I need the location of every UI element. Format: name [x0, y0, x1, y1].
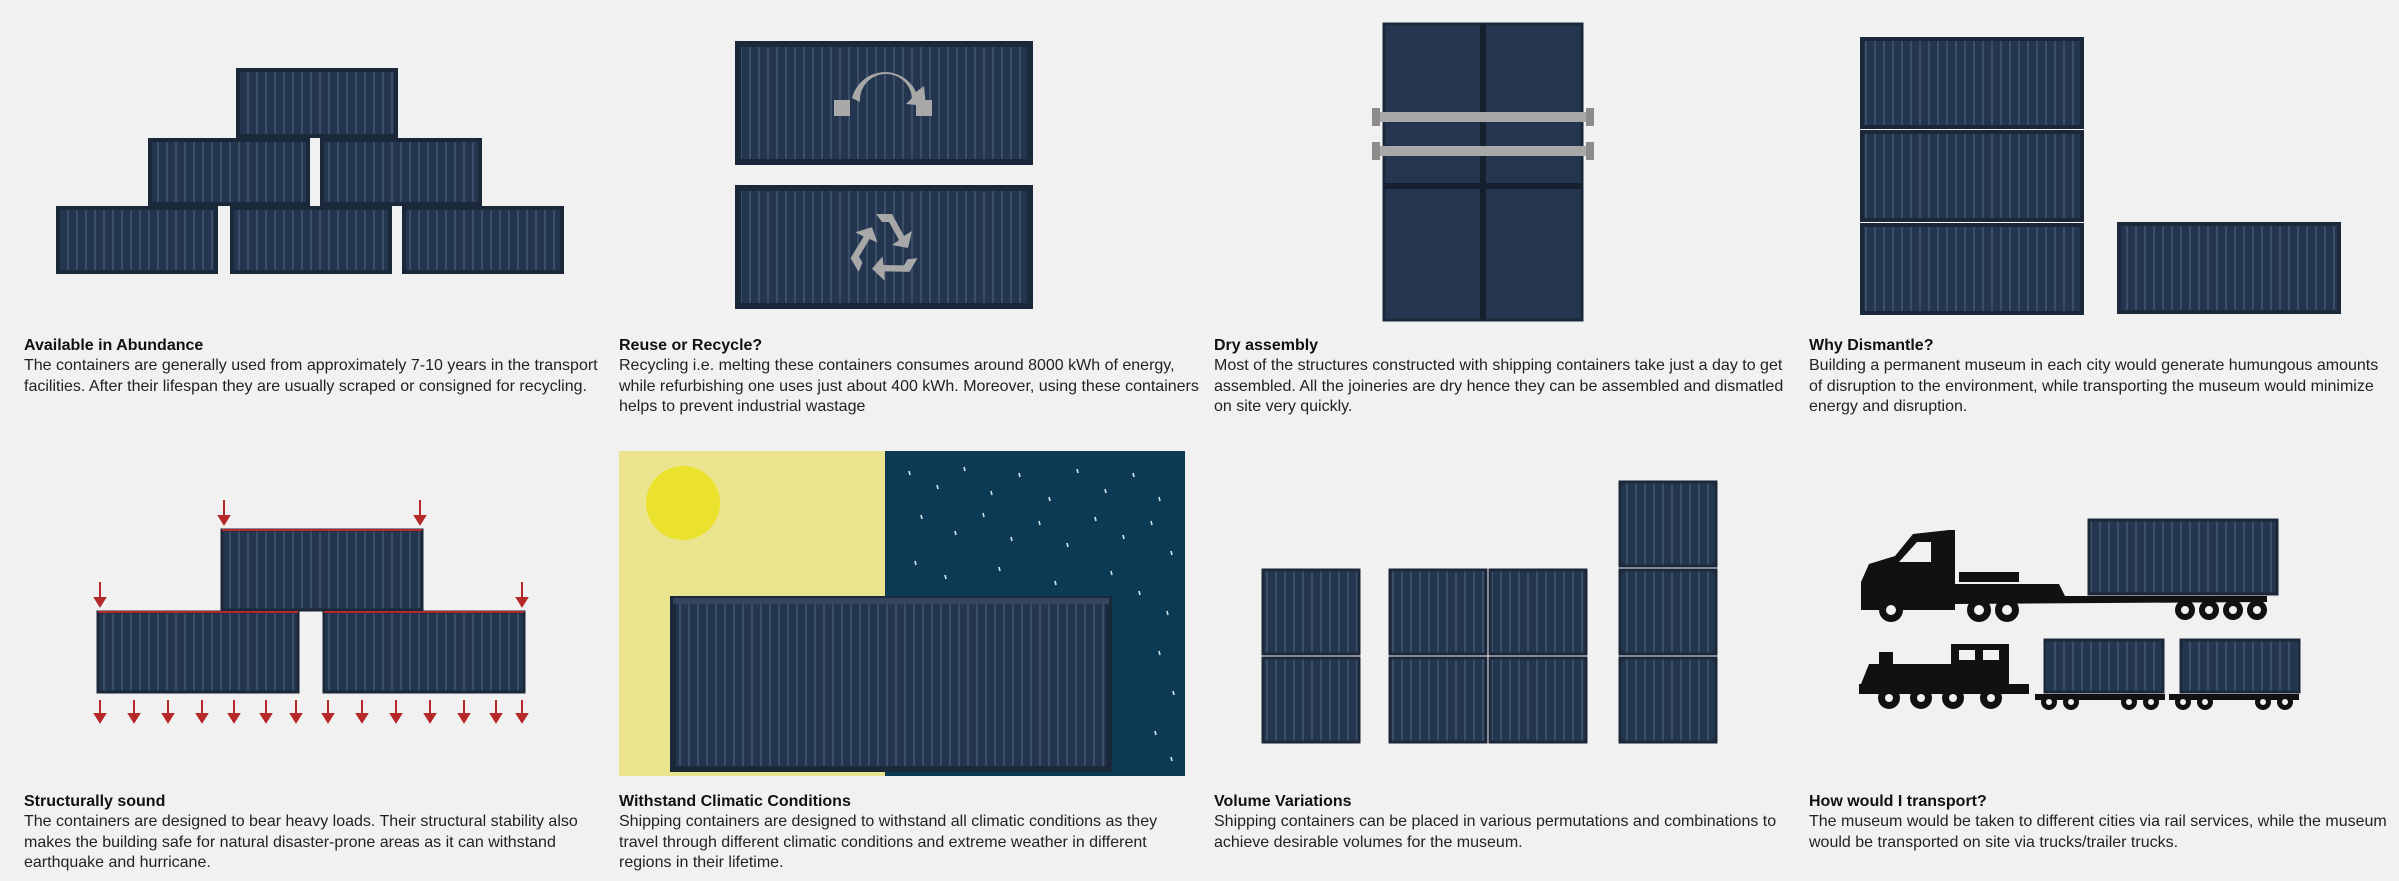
- panel-text: Shipping containers can be placed in various permutations and combinations to achieve desirable volumes for the museum.: [1214, 813, 1777, 851]
- panel-text: The museum would be taken to different cities via rail services, while the museum would be transported on site via trucks/trailer trucks.: [1809, 813, 2387, 851]
- strapped-containers-illustration: [1372, 22, 1594, 322]
- truck-and-train-illustration: [1859, 514, 2329, 714]
- panel-title: Structurally sound: [24, 793, 166, 810]
- panel-title: Reuse or Recycle?: [619, 337, 763, 354]
- load-arrows-illustration: [88, 500, 568, 732]
- reuse-containers-illustration: [734, 40, 1034, 312]
- panel-text: Recycling i.e. melting these containers consumes around 8000 kWh of energy, while refurbishing one uses just about 400 kWh. Moreover, using these containers helps to prevent industrial wastage: [619, 357, 1199, 415]
- panel-title: Volume Variations: [1214, 793, 1352, 810]
- climate-illustration: [619, 451, 1185, 776]
- panel-title: Dry assembly: [1214, 337, 1319, 354]
- panel-title: Withstand Climatic Conditions: [619, 793, 851, 810]
- container-permutations-illustration: [1260, 478, 1750, 746]
- panel-text: Building a permanent museum in each city would generate humungous amounts of disruption to the environment, while transporting the museum would minimize energy and disruption.: [1809, 357, 2379, 415]
- panel-title: Available in Abundance: [24, 337, 204, 354]
- panel-text: Most of the structures constructed with shipping containers take just a day to get assembled. All the joineries are dry hence they can be assembled and dismatled on site very quickly.: [1214, 357, 1784, 415]
- stacked-tower-illustration: [1859, 36, 2359, 316]
- stacked-containers-pyramid-icon: [52, 66, 572, 276]
- panel-title: How would I transport?: [1809, 793, 1987, 810]
- panel-text: The containers are designed to bear heavy loads. Their structural stability also makes the building safe for natural disaster-prone areas as it can withstand earthquake and hurricane.: [24, 813, 578, 871]
- panel-text: The containers are generally used from approximately 7-10 years in the transport facilities. After their lifespan they are usually scraped or consigned for recycling.: [24, 357, 598, 395]
- sun-icon: [646, 466, 720, 540]
- panel-text: Shipping containers are designed to withstand all climatic conditions as they travel through different climatic conditions and extreme weather in different regions in their lifetime.: [619, 813, 1158, 871]
- panel-title: Why Dismantle?: [1809, 337, 1934, 354]
